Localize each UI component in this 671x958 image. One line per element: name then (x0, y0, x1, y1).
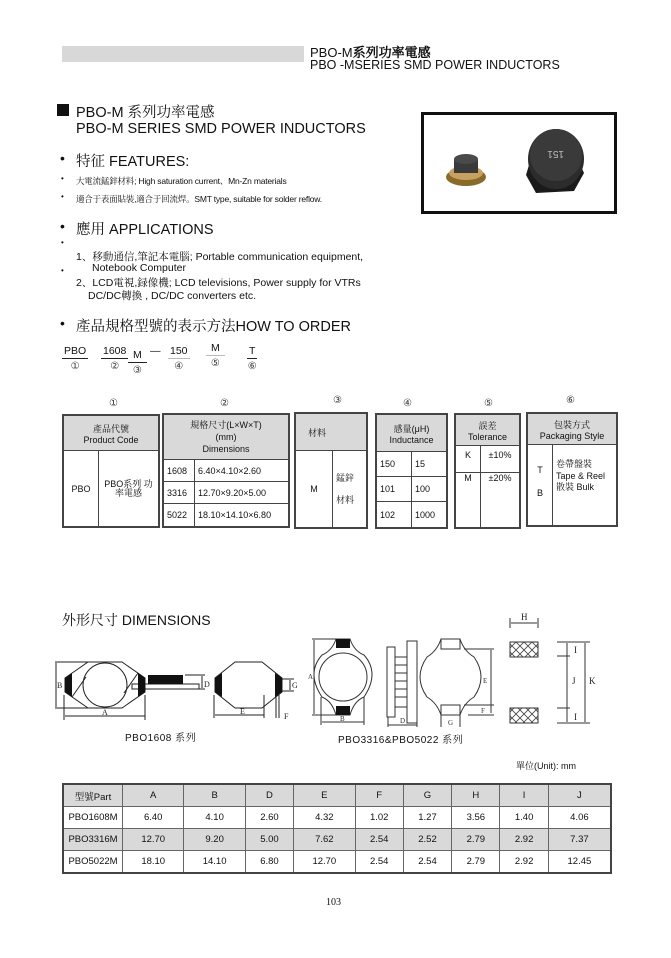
column-header: E (294, 784, 355, 807)
column-number: ④ (403, 398, 412, 409)
table-cell: PBO5022M (63, 851, 123, 874)
column-number: ① (109, 398, 118, 409)
dim-label-e: E (483, 677, 488, 685)
order-part: T ⑥ (247, 345, 257, 372)
inductance-code: 102 (376, 502, 412, 528)
column-number: ⑤ (484, 398, 493, 409)
column-header: B (184, 784, 245, 807)
table-cell: 3.56 (452, 807, 500, 829)
dim-label-i: I (574, 712, 577, 722)
table-cell: 7.62 (294, 829, 355, 851)
table-cell: 2.54 (355, 829, 403, 851)
order-part: PBO ① (64, 345, 87, 372)
order-dash: — (150, 345, 161, 357)
material-code: M (295, 451, 333, 529)
inductance-header: 感量(μH) Inductance (376, 414, 447, 452)
application-line: 1、移動通信,筆記本電腦; Portable communication equipment, (76, 251, 364, 263)
dim-label-k: K (589, 676, 596, 686)
tolerance-table (454, 413, 521, 529)
column-number: ② (220, 398, 229, 409)
header-title: PBO-M系列功率電感 (310, 45, 431, 60)
inductance-value: 100 (412, 477, 448, 502)
inductor-photo-icon (424, 115, 614, 211)
column-header: I (500, 784, 548, 807)
dim-label-h: H (521, 612, 528, 622)
dim-label-j: J (572, 676, 576, 686)
bullet-icon: • (60, 150, 65, 166)
features-heading: 特征 FEATURES: (76, 154, 190, 170)
product-code-value: PBO (63, 451, 99, 528)
dim-label-d: D (400, 717, 406, 725)
page-number: 103 (326, 897, 341, 908)
product-code-header: 產品代號 Product Code (63, 415, 159, 451)
inductance-code: 101 (376, 477, 412, 502)
bullet-icon: • (61, 174, 64, 183)
table-cell: PBO3316M (63, 829, 123, 851)
dim-label-a: A (102, 708, 108, 717)
column-header: D (245, 784, 293, 807)
dim-label-b: B (57, 681, 63, 690)
table-cell: 2.79 (452, 851, 500, 874)
packaging-table (526, 412, 618, 527)
table-cell: 4.06 (548, 807, 611, 829)
dim-value: 6.40×4.10×2.60 (195, 460, 290, 482)
product-code-desc: PBO系列 功率電感 (99, 451, 160, 528)
dim-label-b: B (340, 715, 345, 723)
column-number: ③ (333, 395, 342, 406)
dimensions-heading: 外形尺寸 DIMENSIONS (62, 612, 211, 628)
column-header: A (123, 784, 184, 807)
application-line: 2、LCD電視,録像機; LCD televisions, Power supply for VTRs (76, 277, 361, 289)
column-header: 型號Part (63, 784, 123, 807)
column-header: F (355, 784, 403, 807)
bullet-icon: • (60, 218, 65, 234)
tolerance-value: ±10% (481, 446, 521, 473)
table-cell: 14.10 (184, 851, 245, 874)
table-cell: 2.60 (245, 807, 293, 829)
column-header: G (403, 784, 451, 807)
table-header-row (63, 784, 611, 807)
dim-label-g: G (292, 681, 298, 690)
feature-item: 大電流錳鋅材料; High saturation current、Mn-Zn materials (76, 176, 287, 186)
table-cell: 18.10 (123, 851, 184, 874)
table-cell: 2.92 (500, 829, 548, 851)
table-row (63, 851, 611, 874)
column-header: H (452, 784, 500, 807)
bullet-icon: • (61, 266, 64, 275)
dim-value: 18.10×14.10×6.80 (195, 504, 290, 527)
section-square-icon (57, 104, 69, 116)
product-code-table (62, 414, 160, 528)
order-part: M ③ (128, 349, 147, 376)
dimensions-header: 規格尺寸(L×W×T) (mm) Dimensions (163, 414, 289, 460)
pbo3316-drawing (308, 635, 498, 730)
order-part: 1608 ② (103, 345, 127, 372)
table-cell: 1.02 (355, 807, 403, 829)
inductance-value: 1000 (412, 502, 448, 528)
table-cell: 1.27 (403, 807, 451, 829)
table-cell: 12.45 (548, 851, 611, 874)
tolerance-value: ±20% (481, 473, 521, 529)
product-photo (421, 112, 617, 214)
dim-code: 1608 (163, 460, 195, 482)
dim-code: 5022 (163, 504, 195, 527)
packaging-code: T B (527, 445, 553, 527)
dim-code: 3316 (163, 482, 195, 504)
unit-label: 單位(Unit): mm (516, 761, 576, 771)
dim-label-e: E (240, 707, 245, 716)
table-row (63, 829, 611, 851)
bullet-icon: • (61, 192, 64, 201)
column-header: J (548, 784, 611, 807)
material-header: 材料 (295, 413, 367, 451)
table-cell: 4.10 (184, 807, 245, 829)
caption-pbo3316-5022: PBO3316&PBO5022 系列 (338, 735, 464, 746)
table-cell: 5.00 (245, 829, 293, 851)
table-cell: 4.32 (294, 807, 355, 829)
table-cell: 2.79 (452, 829, 500, 851)
packaging-desc: 卷帶盤裝 Tape & Reel 散裝 Bulk (553, 445, 618, 527)
feature-item: 適合于表面貼裝,適合于回流焊。SMT type, suitable for solder reflow. (76, 194, 322, 204)
table-cell: 12.70 (123, 829, 184, 851)
order-heading: 產品規格型號的表示方法HOW TO ORDER (76, 319, 351, 335)
application-line: DC/DC轉換 , DC/DC converters etc. (88, 290, 257, 302)
pbo1608-drawing (50, 655, 300, 720)
table-cell: 9.20 (184, 829, 245, 851)
inductance-value: 15 (412, 452, 448, 477)
dim-label-a: A (308, 673, 314, 681)
table-cell: 1.40 (500, 807, 548, 829)
table-cell: PBO1608M (63, 807, 123, 829)
tolerance-header: 誤差 Tolerance (455, 414, 520, 446)
table-cell: 2.52 (403, 829, 451, 851)
section-title-en: PBO-M SERIES SMD POWER INDUCTORS (76, 121, 366, 137)
dim-value: 12.70×9.20×5.00 (195, 482, 290, 504)
order-part: 150 ④ (170, 345, 188, 372)
order-part: M ⑤ (206, 342, 225, 369)
table-cell: 2.92 (500, 851, 548, 874)
inductance-code: 150 (376, 452, 412, 477)
dim-label-i: I (574, 645, 577, 655)
dimensions-code-table (162, 413, 290, 528)
packaging-header: 包裝方式 Packaging Style (527, 413, 617, 445)
tolerance-code: M (455, 473, 481, 529)
inductance-table (375, 413, 448, 529)
dim-label-f: F (284, 712, 289, 720)
land-pattern-drawing (500, 610, 610, 745)
column-number: ⑥ (566, 395, 575, 406)
header-subtitle: PBO -MSERIES SMD POWER INDUCTORS (310, 58, 560, 72)
table-cell: 2.54 (355, 851, 403, 874)
header-bar (62, 46, 304, 62)
parts-dimension-table (62, 783, 612, 874)
dim-label-g: G (448, 719, 454, 727)
svg-text:151: 151 (547, 148, 564, 159)
section-title-cn: PBO-M 系列功率電感 (76, 105, 215, 121)
applications-heading: 應用 APPLICATIONS (76, 222, 214, 238)
application-line: Notebook Computer (92, 262, 186, 274)
table-cell: 7.37 (548, 829, 611, 851)
table-cell: 12.70 (294, 851, 355, 874)
table-cell: 6.80 (245, 851, 293, 874)
material-desc: 錳鋅 材料 (333, 451, 368, 529)
dim-label-d: D (204, 680, 210, 689)
dim-label-f: F (481, 707, 485, 715)
material-table (294, 412, 368, 529)
table-row (63, 807, 611, 829)
tolerance-code: K (455, 446, 481, 473)
bullet-icon: • (61, 238, 64, 247)
caption-pbo1608: PBO1608 系列 (125, 733, 197, 744)
table-cell: 2.54 (403, 851, 451, 874)
table-cell: 6.40 (123, 807, 184, 829)
bullet-icon: • (60, 315, 65, 331)
